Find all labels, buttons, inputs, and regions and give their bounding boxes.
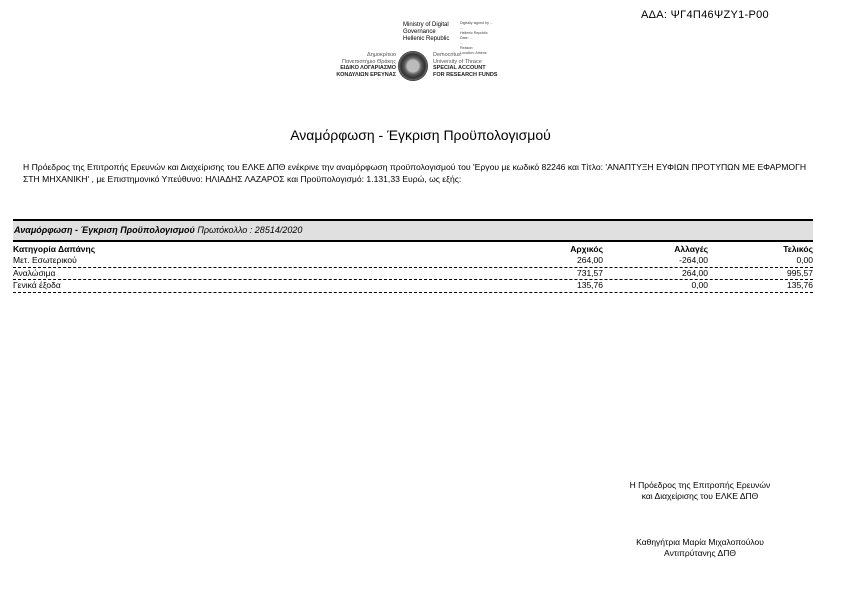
table-header-row — [13, 242, 813, 255]
cell-final: 0,00 — [796, 255, 813, 265]
ada-code: ΑΔΑ: ΨΓ4Π46ΨΖΥ1-Ρ00 — [641, 9, 769, 21]
cell-final: 995,57 — [787, 267, 813, 278]
cell-category: Αναλώσιμα — [13, 267, 56, 278]
signature-line: Reason: — [460, 46, 474, 50]
cell-category: Μετ. Εσωτερικού — [13, 255, 77, 265]
cell-changes: 264,00 — [682, 267, 708, 278]
signature-line: Digitally signed by ... — [460, 21, 493, 25]
table-row — [13, 268, 813, 281]
cell-initial: 264,00 — [577, 255, 603, 265]
signatory-name-block — [600, 537, 800, 559]
ministry-line: Ministry of Digital — [403, 22, 449, 28]
signature-line: Location: Athens — [460, 51, 487, 55]
logo-line: Democritus — [433, 52, 461, 58]
signatory-title — [600, 480, 800, 502]
digital-signature-text — [460, 21, 520, 56]
cell-changes: -264,00 — [679, 255, 708, 265]
ministry-line: Hellenic Republic — [403, 36, 450, 42]
column-header-initial: Αρχικός — [570, 244, 603, 254]
university-logo-english — [433, 52, 497, 78]
signature-line: Hellenic Republic — [460, 31, 488, 35]
table-row — [13, 280, 813, 293]
ministry-line: Governance — [403, 29, 436, 35]
cell-changes: 0,00 — [691, 280, 708, 290]
signatory-role: Αντιπρύτανης ΔΠΘ — [664, 548, 736, 558]
signature-line: ... — [460, 41, 463, 45]
budget-table — [13, 219, 813, 293]
column-header-category: Κατηγορία Δαπάνης — [13, 244, 96, 254]
logo-line: Πανεπιστήμιο Θράκης — [341, 58, 396, 65]
signature-line: Date: ... — [460, 36, 473, 40]
table-caption-title: Αναμόρφωση - Έγκριση Προϋπολογισμού — [14, 225, 195, 235]
page-title: Αναμόρφωση - Έγκριση Προϋπολογισμού — [290, 127, 551, 143]
logo-line: ΚΟΝΔΥΛΙΩΝ ΕΡΕΥΝΑΣ — [336, 71, 396, 78]
intro-paragraph: Η Πρόεδρος της Επιτροπής Ερευνών και Διαχείρισης του ΕΛΚΕ ΔΠΘ ενέκρινε την αναμόρφωση προϋπολογισμού του 'Εργου με κωδικό 82246 και Τίτλο: 'ΑΝΑΠΤΥΞΗ ΕΥΦΙΩΝ ΠΡΟΤΥΠΩΝ ΜΕ ΕΦΑΡΜΟΓΗ ΣΤΗ ΜΗΧΑΝΙΚΗ' , με Επιστημονικό Υπεύθυνο: ΗΛΙΑΔΗΣ ΛΑΖΑΡΟΣ και Προϋπολογισμό: 1.131,33 Ευρώ, ως εξής: — [23, 162, 807, 184]
signatory-name: Καθηγήτρια Μαρία Μιχαλοπούλου — [636, 537, 764, 547]
cell-final: 135,76 — [787, 280, 813, 290]
cell-initial: 135,76 — [577, 280, 603, 290]
column-header-final: Τελικός — [783, 244, 813, 254]
logo-line: SPECIAL ACCOUNT — [433, 65, 486, 71]
signatory-title-line: Η Πρόεδρος της Επιτροπής Ερευνών — [629, 480, 771, 490]
column-header-changes: Αλλαγές — [674, 244, 708, 254]
table-row — [13, 255, 813, 268]
signatory-title-line: και Διαχείρισης του ΕΛΚΕ ΔΠΘ — [641, 491, 759, 501]
logo-line: University of Thrace — [433, 58, 482, 65]
university-logo-greek — [310, 52, 396, 78]
protocol-number: Πρωτόκολλο : 28514/2020 — [197, 225, 303, 235]
logo-line: ΕΙΔΙΚΟ ΛΟΓΑΡΙΑΣΜΟ — [340, 65, 396, 71]
ministry-label — [403, 22, 449, 43]
logo-line: Δημοκρίτειο — [367, 52, 396, 58]
cell-category: Γενικά έξοδα — [13, 280, 61, 290]
cell-initial: 731,57 — [577, 267, 603, 278]
signature-line: ... — [460, 26, 463, 30]
logo-line: FOR RESEARCH FUNDS — [433, 71, 498, 78]
table-caption — [13, 219, 813, 242]
university-seal-icon — [398, 51, 428, 81]
